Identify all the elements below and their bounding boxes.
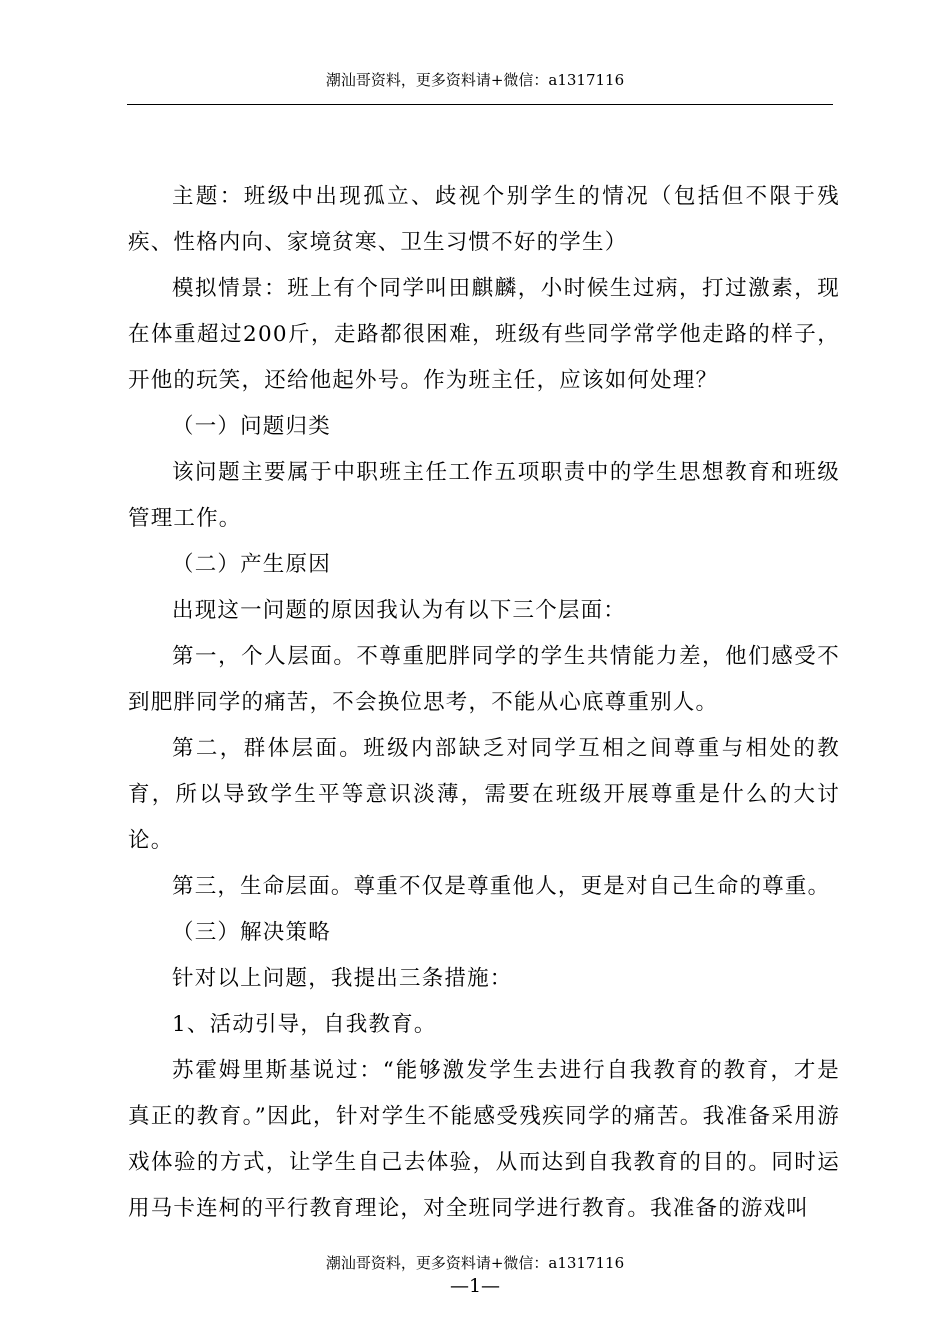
list-item: 1、活动引导，自我教育。 bbox=[172, 1012, 437, 1037]
paragraph: 苏霍姆里斯基说过：“能够激发学生去进行自我教育的教育，才是真正的教育。”因此，针对学生不能感受残疾同学的痛苦。我准备采用游戏体验的方式，让学生自己去体验，从而达到自我教育的目的。同时运用马卡连柯的平行教育理论，对全班同学进行教育。我准备的游戏叫 bbox=[128, 1058, 840, 1221]
header-divider bbox=[127, 104, 833, 105]
section-heading-strategies: （三）解决策略 bbox=[172, 920, 331, 945]
document-body bbox=[128, 174, 840, 1232]
paragraph: 出现这一问题的原因我认为有以下三个层面： bbox=[172, 598, 627, 623]
section-heading-causes: （二）产生原因 bbox=[172, 552, 331, 577]
paragraph-scenario: 模拟情景：班上有个同学叫田麒麟，小时候生过病，打过激素，现在体重超过200斤，走路都很困难，班级有些同学常学他走路的样子，开他的玩笑，还给他起外号。作为班主任，应该如何处理？ bbox=[128, 276, 840, 393]
page-header: 潮汕哥资料，更多资料请+微信：a1317116 bbox=[325, 71, 625, 89]
page-footer: 潮汕哥资料，更多资料请+微信：a1317116 bbox=[325, 1254, 625, 1272]
page-number: —1— bbox=[449, 1275, 501, 1297]
paragraph: 针对以上问题，我提出三条措施： bbox=[172, 966, 513, 991]
paragraph: 第一，个人层面。不尊重肥胖同学的学生共情能力差，他们感受不到肥胖同学的痛苦，不会换位思考，不能从心底尊重别人。 bbox=[128, 644, 840, 715]
section-heading-classification: （一）问题归类 bbox=[172, 414, 331, 439]
paragraph-topic: 主题：班级中出现孤立、歧视个别学生的情况（包括但不限于残疾、性格内向、家境贫寒、卫生习惯不好的学生） bbox=[128, 184, 840, 255]
paragraph: 第二，群体层面。班级内部缺乏对同学互相之间尊重与相处的教育，所以导致学生平等意识淡薄，需要在班级开展尊重是什么的大讨论。 bbox=[128, 736, 840, 853]
paragraph: 第三，生命层面。尊重不仅是尊重他人，更是对自己生命的尊重。 bbox=[172, 874, 831, 899]
paragraph: 该问题主要属于中职班主任工作五项职责中的学生思想教育和班级管理工作。 bbox=[128, 460, 840, 531]
